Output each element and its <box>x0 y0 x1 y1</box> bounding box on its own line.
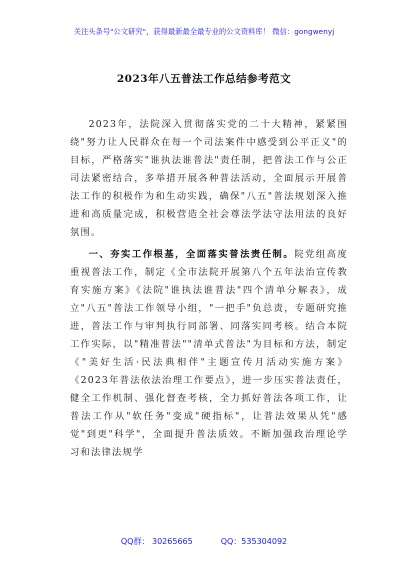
section-one-heading: 一、夯实工作根基，全面落实普法责任制。 <box>88 249 295 260</box>
footer-contact <box>0 536 408 547</box>
footer-qq: QQ：535304092 <box>220 537 288 546</box>
footer-qq-group: QQ群： 30265665 <box>120 537 193 546</box>
paragraph-intro: 2023年，法院深入贯彻落实党的二十大精神，紧紧围绕"努力让人民群众在每一个司法案件中感受到公平正义"的目标，严格落实"谁执法谁普法"责任制，把普法工作与公正司法紧密结合，多举措开展各种普法活动，全面展示开展普法工作的积极作为和生动实践，确保"八五"普法规划深入推进和高质量完成，积极营造全社会尊法学法守法用法的良好氛围。 <box>70 119 348 238</box>
document-body <box>70 116 348 462</box>
header-note: 关注头条号"公文研究"，获得最新最全最专业的公文资料库！ 微信：gongwenyj <box>73 27 335 36</box>
paragraph-section-one <box>70 246 348 462</box>
document-title: 2023年八五普法工作总结参考范文 <box>116 73 292 85</box>
section-one-body: 院党组高度重视普法工作，制定《全市法院开展第八个五年法治宣传教育实施方案》《法院"谁执法谁普法"四个清单分解表》，成立"八五"普法工作领导小组，"一把手"负总责，专题研究推进，普法工作与审判执行同部署、同落实同考核。结合本院工作实际，以"精准普法""清单式普法"为目标和方法，制定《"美好生活·民法典相伴"主题宣传月活动实施方案》《2023年普法依法治理工作要点》，进一步压实普法责任，健全工作机制、强化督查考核，全力抓好普法各项工作，让普法工作从"软任务"变成"硬指标"，让普法效果从凭"感觉"到更"科学"，全面提升普法质效。不断加强政治理论学习和法律法规学 <box>70 249 348 458</box>
